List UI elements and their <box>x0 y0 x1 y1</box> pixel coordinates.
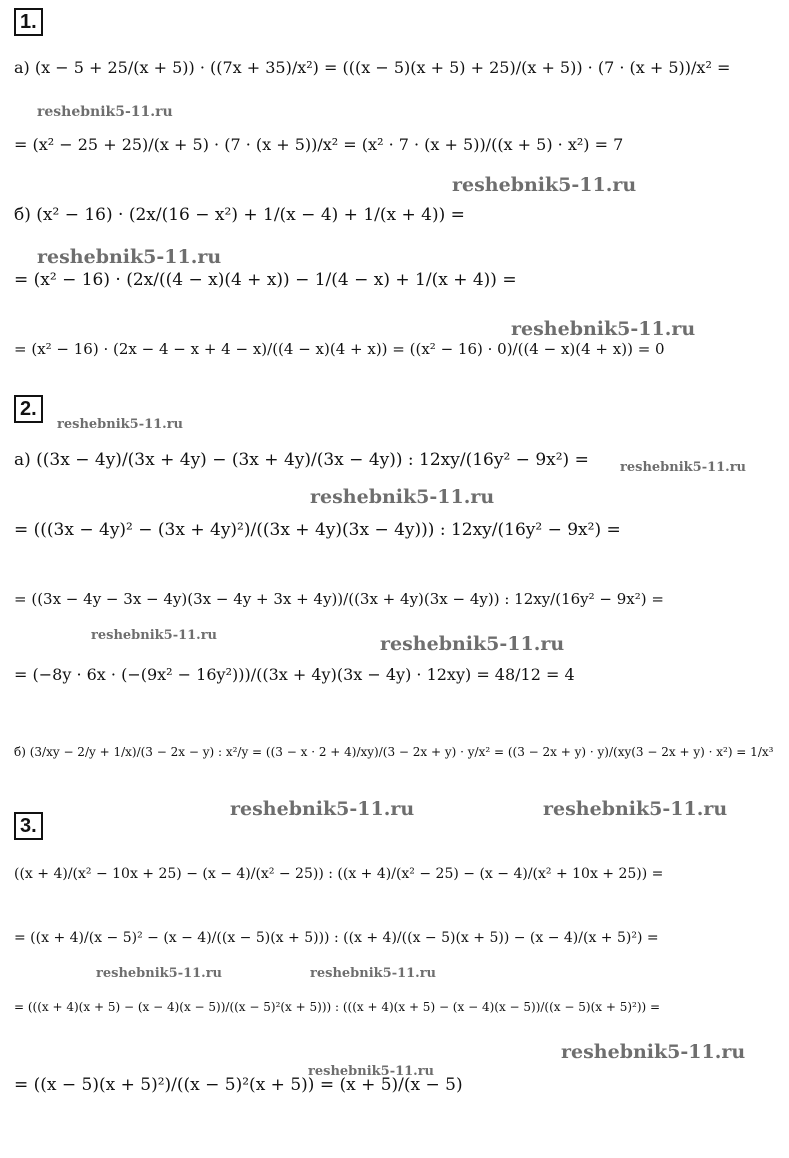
problem-3-line-3: = (((x + 4)(x + 5) − (x − 4)(x − 5))/((x − 5)²(x + 5))) : (((x + 4)(x + 5) − (x − 4)(x − 5))/((x − 5)(x + 5)²)) = <box>14 1000 661 1014</box>
problem-1b-line-3: = (x² − 16) · (2x − 4 − x + 4 − x)/((4 − x)(4 + x)) = ((x² − 16) · 0)/((4 − x)(4 + x)) = 0 <box>14 340 665 358</box>
problem-number-3: 3. <box>14 812 43 840</box>
watermark: reshebnik5-11.ru <box>310 966 437 981</box>
watermark: reshebnik5-11.ru <box>620 460 747 475</box>
problem-1a-line-2: = (x² − 25 + 25)/(x + 5) · (7 · (x + 5))/x² = (x² · 7 · (x + 5))/((x + 5) · x²) = 7 <box>14 135 624 154</box>
watermark: reshebnik5-11.ru <box>37 104 173 120</box>
problem-2b-line-1: б) (3/xy − 2/y + 1/x)/(3 − 2x − y) : x²/y = ((3 − x · 2 + 4)/xy)/(3 − 2x + y) · y/x² = ((3 − 2x + y) · y)/(xy(3 − 2x + y) · x²) = 1/x³ <box>14 745 774 759</box>
problem-2a-line-1: а) ((3x − 4y)/(3x + 4y) − (3x + 4y)/(3x − 4y)) : 12xy/(16y² − 9x²) = <box>14 450 589 470</box>
watermark: reshebnik5-11.ru <box>37 246 222 268</box>
watermark: reshebnik5-11.ru <box>561 1041 746 1063</box>
problem-2a-line-4: = (−8y · 6x · (−(9x² − 16y²)))/((3x + 4y)(3x − 4y) · 12xy) = 48/12 = 4 <box>14 665 575 684</box>
watermark: reshebnik5-11.ru <box>91 628 218 643</box>
watermark: reshebnik5-11.ru <box>230 798 415 820</box>
watermark: reshebnik5-11.ru <box>308 1064 435 1079</box>
problem-3-line-2: = ((x + 4)/(x − 5)² − (x − 4)/((x − 5)(x + 5))) : ((x + 4)/((x − 5)(x + 5)) − (x − 4)/(x + 5)²) = <box>14 930 659 946</box>
problem-number-1: 1. <box>14 8 43 36</box>
problem-1b-line-1: б) (x² − 16) · (2x/(16 − x²) + 1/(x − 4) + 1/(x + 4)) = <box>14 205 465 225</box>
problem-2a-line-3: = ((3x − 4y − 3x − 4y)(3x − 4y + 3x + 4y))/((3x + 4y)(3x − 4y)) : 12xy/(16y² − 9x²) = <box>14 590 664 608</box>
watermark: reshebnik5-11.ru <box>96 966 223 981</box>
watermark: reshebnik5-11.ru <box>310 486 495 508</box>
watermark: reshebnik5-11.ru <box>57 417 184 432</box>
problem-1b-line-2: = (x² − 16) · (2x/((4 − x)(4 + x)) − 1/(4 − x) + 1/(x + 4)) = <box>14 270 517 290</box>
problem-3-line-4: = ((x − 5)(x + 5)²)/((x − 5)²(x + 5)) = (x + 5)/(x − 5) <box>14 1075 463 1095</box>
problem-2a-line-2: = (((3x − 4y)² − (3x + 4y)²)/((3x + 4y)(3x − 4y))) : 12xy/(16y² − 9x²) = <box>14 520 621 540</box>
problem-1a-line-1: а) (x − 5 + 25/(x + 5)) · ((7x + 35)/x²) = (((x − 5)(x + 5) + 25)/(x + 5)) · (7 · (x + 5))/x² = <box>14 58 731 77</box>
watermark: reshebnik5-11.ru <box>511 318 696 340</box>
problem-3-line-1: ((x + 4)/(x² − 10x + 25) − (x − 4)/(x² − 25)) : ((x + 4)/(x² − 25) − (x − 4)/(x² + 10x + 25)) = <box>14 866 664 882</box>
watermark: reshebnik5-11.ru <box>543 798 728 820</box>
problem-number-2: 2. <box>14 395 43 423</box>
watermark: reshebnik5-11.ru <box>380 633 565 655</box>
watermark: reshebnik5-11.ru <box>452 174 637 196</box>
